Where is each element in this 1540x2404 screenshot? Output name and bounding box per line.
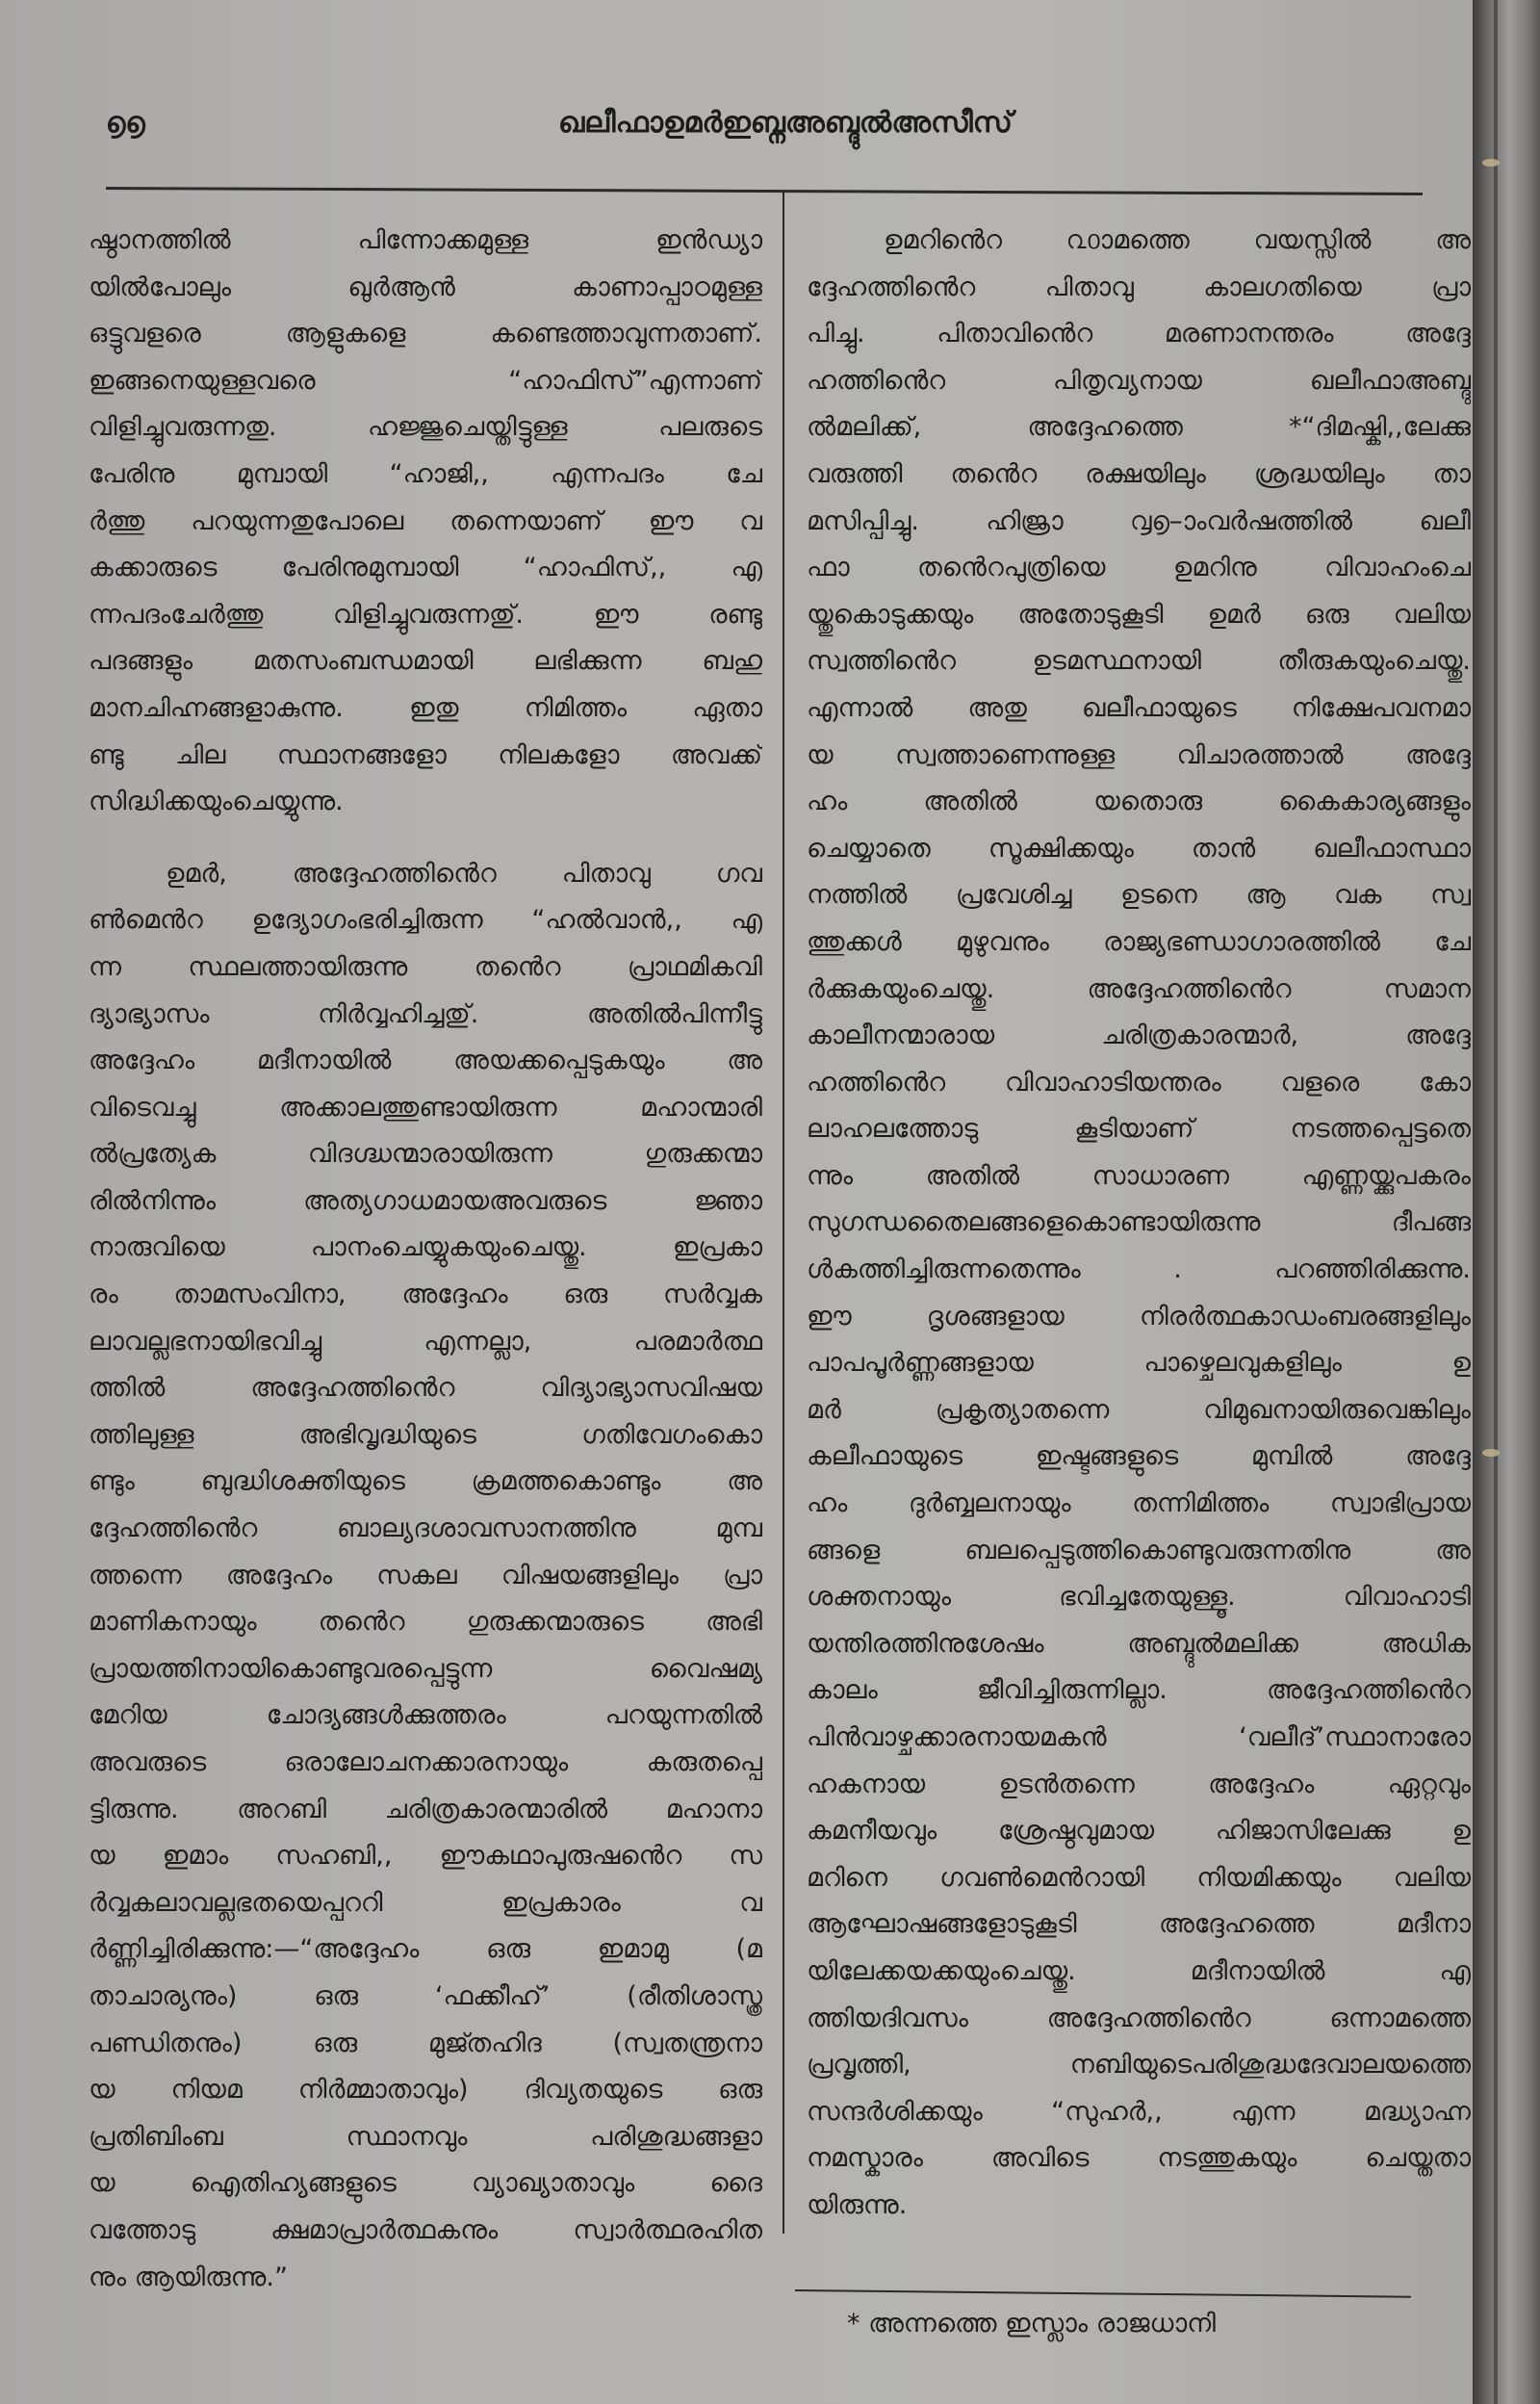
text-line: മേറിയ ചോദ്യങ്ങൾക്കുത്തരം പറയുന്നതിൽ <box>89 1700 762 1731</box>
footnote: * അന്നത്തെ ഇസ്ലാം രാജധാനി <box>847 2309 1216 2339</box>
paragraph-gap <box>89 826 762 851</box>
text-line: യ സ്വത്താണെന്നുള്ള വിചാരത്താൽ അദ്ദേ <box>807 739 1471 770</box>
text-line: സുഗന്ധതൈലങ്ങളെകൊണ്ടായിരുന്നു ദീപങ്ങ <box>807 1207 1471 1238</box>
text-line: ലാവല്ലഭനായിഭവിച്ചു എന്നല്ലാ, പരമാർത്ഥ <box>89 1326 762 1357</box>
text-line: ന്നപദംചേർത്തു വിളിച്ചുവരുന്നതു്. ഈ രണ്ടു <box>89 599 762 630</box>
text-line: ൺമെൻറ ഉദ്യോഗംഭരിച്ചിരുന്ന “ഹൽവാൻ,, എ <box>89 905 762 936</box>
text-line: യിരുന്നു. <box>807 2189 908 2220</box>
text-line: ന്ന സ്ഥലത്തായിരുന്നു തൻെറ പ്രാഥമികവി <box>89 951 762 982</box>
text-line: ദ്ദേഹത്തിൻെറ പിതാവു കാലഗതിയെ പ്രാ <box>807 271 1471 302</box>
text-line: പിച്ചു. പിതാവിൻെറ മരണാനന്തരം അദ്ദേ <box>807 319 1471 349</box>
running-title: ഖലീഫാഉമർഇബ്നഅബ്ദുൽഅസീസ് <box>558 106 1013 140</box>
book-binding-gutter <box>1473 0 1540 2404</box>
column-divider <box>783 193 784 2234</box>
paragraph <box>807 218 1471 2230</box>
text-line: സന്ദർശിക്കയും “സുഹർ,, എന്ന മദ്ധ്യാഹ്ന <box>807 2096 1471 2127</box>
text-line: മാണികനായും തൻെറ ഗുരുക്കന്മാരുടെ അഭി <box>89 1607 762 1638</box>
text-line: ർക്കുകയുംചെയ്തു. അദ്ദേഹത്തിൻെറ സമാന <box>807 973 1471 1004</box>
text-line: ൾകത്തിച്ചിരുന്നതെന്നും . പറഞ്ഞിരിക്കുന്നു. <box>807 1254 1471 1285</box>
text-line: യന്തിരത്തിനുശേഷം അബ്ദുൽമലിക്ക അധിക <box>807 1628 1471 1659</box>
text-line: യിലേക്കയക്കയുംചെയ്തു. മദീനായിൽ എ <box>807 1955 1471 1986</box>
text-line: പ്രായത്തിനായികൊണ്ടുവരപ്പെട്ടുന്ന വൈഷമ്യ <box>89 1653 762 1684</box>
text-line: വത്തോടു ക്ഷമാപ്രാർത്ഥകനും സ്വാർത്ഥരഹിത <box>89 2214 762 2245</box>
text-line: സ്വത്തിൻെറ ഉടമസ്ഥനായി തീരുകയുംചെയ്തു. <box>807 646 1471 677</box>
text-line: ശക്തനായും ഭവിച്ചതേയുള്ളൂ. വിവാഹാടി <box>807 1582 1471 1613</box>
text-line: നാരുവിയെ പാനംചെയ്യുകയുംചെയ്തു. ഇപ്രകാ <box>89 1232 762 1263</box>
text-line: പേരിനു മുമ്പായി “ഹാജി,, എന്നപദം ചേ <box>89 458 762 489</box>
text-line: വരുത്തി തൻെറ രക്ഷയിലും ശ്രദ്ധയിലും താ <box>807 458 1471 489</box>
text-line: യ ഇമാം സഹബി,, ഈകഥാപുരുഷൻെറ സ <box>89 1841 762 1872</box>
running-head <box>106 106 1424 144</box>
text-line: മറിനെ ഗവൺമെൻറായി നിയമിക്കയും വലിയ <box>807 1862 1471 1893</box>
text-line: ഷ്ഠാനത്തിൽ പിന്നോക്കമുള്ള ഇൻഡ്യാ <box>89 225 762 255</box>
text-line: ആഘോഷങ്ങളോടുകൂടി അദ്ദേഹത്തെ മദീനാ <box>807 1909 1471 1940</box>
text-line: സിദ്ധിക്കയുംചെയ്യുന്നു. <box>89 787 344 817</box>
text-line: യ ഐതിഹ്യങ്ങളുടെ വ്യാഖ്യാതാവും ദൈ <box>89 2168 762 2199</box>
text-line: കലീഫായുടെ ഇഷ്ടങ്ങളുടെ മുമ്പിൽ അദ്ദേ <box>807 1441 1471 1472</box>
text-line: പാപപൂർണ്ണങ്ങളായ പാഴ്ചെലവുകളിലും ഉ <box>807 1348 1471 1379</box>
header-rule <box>106 187 1423 195</box>
text-line: യ്തുകൊടുക്കയും അതോടുകൂടി ഉമർ ഒരു വലിയ <box>807 599 1471 630</box>
text-line: വിടെവച്ചു അക്കാലത്തുണ്ടായിരുന്ന മഹാന്മാരി <box>89 1092 762 1123</box>
text-line: ഹത്തിൻെറ പിതൃവ്യനായ ഖലീഫാഅബ്ദു <box>807 365 1471 396</box>
text-line: പണ്ഡിതനും) ഒരു മുജ്തഹിദ (സ്വതന്ത്രനാ <box>89 2028 762 2058</box>
text-line: ത്തിലുള്ള അഭിവൃദ്ധിയുടെ ഗതിവേഗംകൊ <box>89 1419 762 1450</box>
page-number: ൭൭ <box>106 106 145 140</box>
text-line: യ നിയമ നിർമ്മാതാവും) ദിവ്യതയുടെ ഒരു <box>89 2075 762 2106</box>
left-column <box>89 218 762 2301</box>
text-line: ണ്ടു ചില സ്ഥാനങ്ങളോ നിലകളോ അവക്ക് <box>89 739 762 770</box>
text-line: കാലം ജീവിച്ചിരുന്നില്ലാ. അദ്ദേഹത്തിൻെറ <box>807 1675 1471 1706</box>
text-line: മർ പ്രകൃത്യാതന്നെ വിമുഖനായിരുവെങ്കിലും <box>807 1394 1471 1425</box>
text-line: പദങ്ങളും മതസംബന്ധമായി ലഭിക്കുന്ന ബഹു <box>89 646 762 677</box>
text-line: അവരുടെ ഒരാലോചനക്കാരനായും കരുതപ്പെ <box>89 1747 762 1777</box>
text-line: രം താമസംവിനാ, അദ്ദേഹം ഒരു സർവ്വക <box>89 1280 762 1310</box>
paragraph <box>89 851 762 2301</box>
text-line: ഹത്തിൻെറ വിവാഹാടിയന്തരം വളരെ കോ <box>807 1067 1471 1098</box>
text-line: അദ്ദേഹം മദീനായിൽ അയക്കപ്പെടുകയും അ <box>89 1046 762 1076</box>
text-line: നമസ്കാരം അവിടെ നടത്തുകയും ചെയ്തതാ <box>807 2143 1471 2174</box>
text-line: കക്കാരുടെ പേരിനുമുമ്പായി “ഹാഫിസ്,, എ <box>89 553 762 583</box>
text-line: കമനീയവും ശ്രേഷ്ഠവുമായ ഹിജാസിലേക്കു ഉ <box>807 1816 1471 1847</box>
text-line: വിളിച്ചുവരുന്നതു. ഹജ്ജുചെയ്തിട്ടുള്ള പലരുടെ <box>89 412 762 443</box>
text-line: ർത്തു പറയുന്നതുപോലെ തന്നെയാണ് ഈ വ <box>89 505 762 536</box>
text-line: പ്രവൃത്തി, നബിയുടെപരിശുദ്ധദേവാലയത്തെ <box>807 2050 1471 2081</box>
text-line: ഹകനായ ഉടൻതന്നെ അദ്ദേഹം ഏറ്റവും <box>807 1769 1471 1799</box>
text-line: ദ്യാഭ്യാസം നിർവ്വഹിച്ചതു്. അതിൽപിന്നീട്ടു <box>89 998 762 1029</box>
text-line: ലാഹലത്തോടു കൂടിയാണ് നടത്തപ്പെട്ടതെ <box>807 1114 1471 1145</box>
text-line: നും ആയിരുന്നു.” <box>89 2262 288 2292</box>
text-line: ന്നും അതിൽ സാധാരണ എണ്ണയ്ക്കുപകരം <box>807 1160 1471 1191</box>
text-line: ഉമറിൻെറ ൨൦ാമത്തെ വയസ്സിൽ അ <box>884 225 1471 255</box>
text-line: കാലീനന്മാരായ ചരിത്രകാരന്മാർ, അദ്ദേ <box>807 1021 1471 1051</box>
footnote-rule <box>795 2289 1411 2298</box>
text-line: ർവ്വകലാവല്ലഭതയെപ്പററി ഇപ്രകാരം വ <box>89 1887 762 1918</box>
text-line: പിൻവാഴ്ചക്കാരനായമകൻ ‘വലീദ്’സ്ഥാനാരോ <box>807 1722 1471 1752</box>
text-line: ത്തിൽ അദ്ദേഹത്തിൻെറ വിദ്യാഭ്യാസവിഷയ <box>89 1373 762 1404</box>
text-line: ൽപ്രത്യേക വിദഗ്ദ്ധന്മാരായിരുന്ന ഗുരുക്കന്മാ <box>89 1139 762 1170</box>
text-line: ർണ്ണിച്ചിരിക്കുന്നു:—“അദ്ദേഹം ഒരു ഇമാമു (മ <box>89 1934 762 1965</box>
binding-fold <box>1494 0 1498 2404</box>
text-line: ങ്ങളെ ബലപ്പെടുത്തികൊണ്ടുവരുന്നതിനു അ <box>807 1535 1471 1565</box>
text-line: ഹം ദുർബ്ബലനായും തന്നിമിത്തം സ്വാഭിപ്രായ <box>807 1488 1471 1519</box>
text-line: മസിപ്പിച്ചു. ഹിജ്രാ ൮൭–ാംവർഷത്തിൽ ഖലീ <box>807 505 1471 536</box>
text-line: ത്തന്നെ അദ്ദേഹം സകല വിഷയങ്ങളിലും പ്രാ <box>89 1560 762 1590</box>
text-line: നത്തിൽ പ്രവേശിച്ച ഉടനെ ആ വക സ്വ <box>807 880 1471 911</box>
text-line: താചാര്യനും) ഒരു ‘ഫക്കീഹ്’ (രീതിശാസ്ത്ര <box>89 1980 762 2011</box>
text-line: യിൽപോലും ഖുർആൻ കാണാപ്പാഠമുള്ള <box>89 271 762 302</box>
text-line: ത്തിയദിവസം അദ്ദേഹത്തിൻെറ ഒന്നാമത്തെ <box>807 2003 1471 2033</box>
text-line: ഫാ തൻെറപുത്രിയെ ഉമറിനു വിവാഹംചെ <box>807 553 1471 583</box>
text-line: ഹം അതിൽ യതൊരു കൈകാര്യങ്ങളും <box>807 787 1471 817</box>
text-line: ദ്ദേഹത്തിൻെറ ബാല്യദശാവസാനത്തിനു മുമ്പ <box>89 1513 762 1544</box>
text-line: മാനചിഹ്നങ്ങളാകുന്നു. ഇതു നിമിത്തം ഏതാ <box>89 692 762 723</box>
text-line: ട്ടിരുന്നു. അറബി ചരിത്രകാരന്മാരിൽ മഹാനാ <box>89 1794 762 1824</box>
text-line: ഈ ദൃശങ്ങളായ നിരർത്ഥകാഡംബരങ്ങളിലും <box>807 1301 1471 1331</box>
page-tear-mark <box>1482 159 1500 167</box>
paragraph <box>89 218 762 826</box>
text-line: ഇങ്ങനെയുള്ളവരെ “ഹാഫിസ്”എന്നാണ് <box>89 365 762 396</box>
text-line: ചെയ്യാതെ സൂക്ഷിക്കയും താൻ ഖലീഫാസ്ഥാ <box>807 833 1471 864</box>
text-line: ൽമലിക്ക്, അദ്ദേഹത്തെ *“ദിമഷ്കി,,ലേക്കു <box>807 412 1471 443</box>
text-line: പ്രതിബിംബ സ്ഥാനവും പരിശുദ്ധങ്ങളാ <box>89 2121 762 2152</box>
text-line: രിൽനിന്നും അത്യഗാധമായഅവരുടെ ജ്ഞാ <box>89 1185 762 1216</box>
text-line: എന്നാൽ അതു ഖലീഫായുടെ നിക്ഷേപവനമാ <box>807 692 1471 723</box>
text-line: ത്തുക്കൾ മുഴുവനും രാജ്യഭണ്ഡാഗാരത്തിൽ ചേ <box>807 926 1471 957</box>
text-line: ഉമർ, അദ്ദേഹത്തിൻെറ പിതാവു ഗവ <box>166 858 762 889</box>
page-tear-mark <box>1482 1449 1500 1457</box>
right-column <box>807 218 1471 2230</box>
text-line: ഒട്ടുവളരെ ആളുകളെ കണ്ടെത്താവുന്നതാണ്. <box>89 319 762 349</box>
text-line: ണ്ടും ബുദ്ധിശക്തിയുടെ ക്രമത്തകൊണ്ടും അ <box>89 1466 762 1497</box>
